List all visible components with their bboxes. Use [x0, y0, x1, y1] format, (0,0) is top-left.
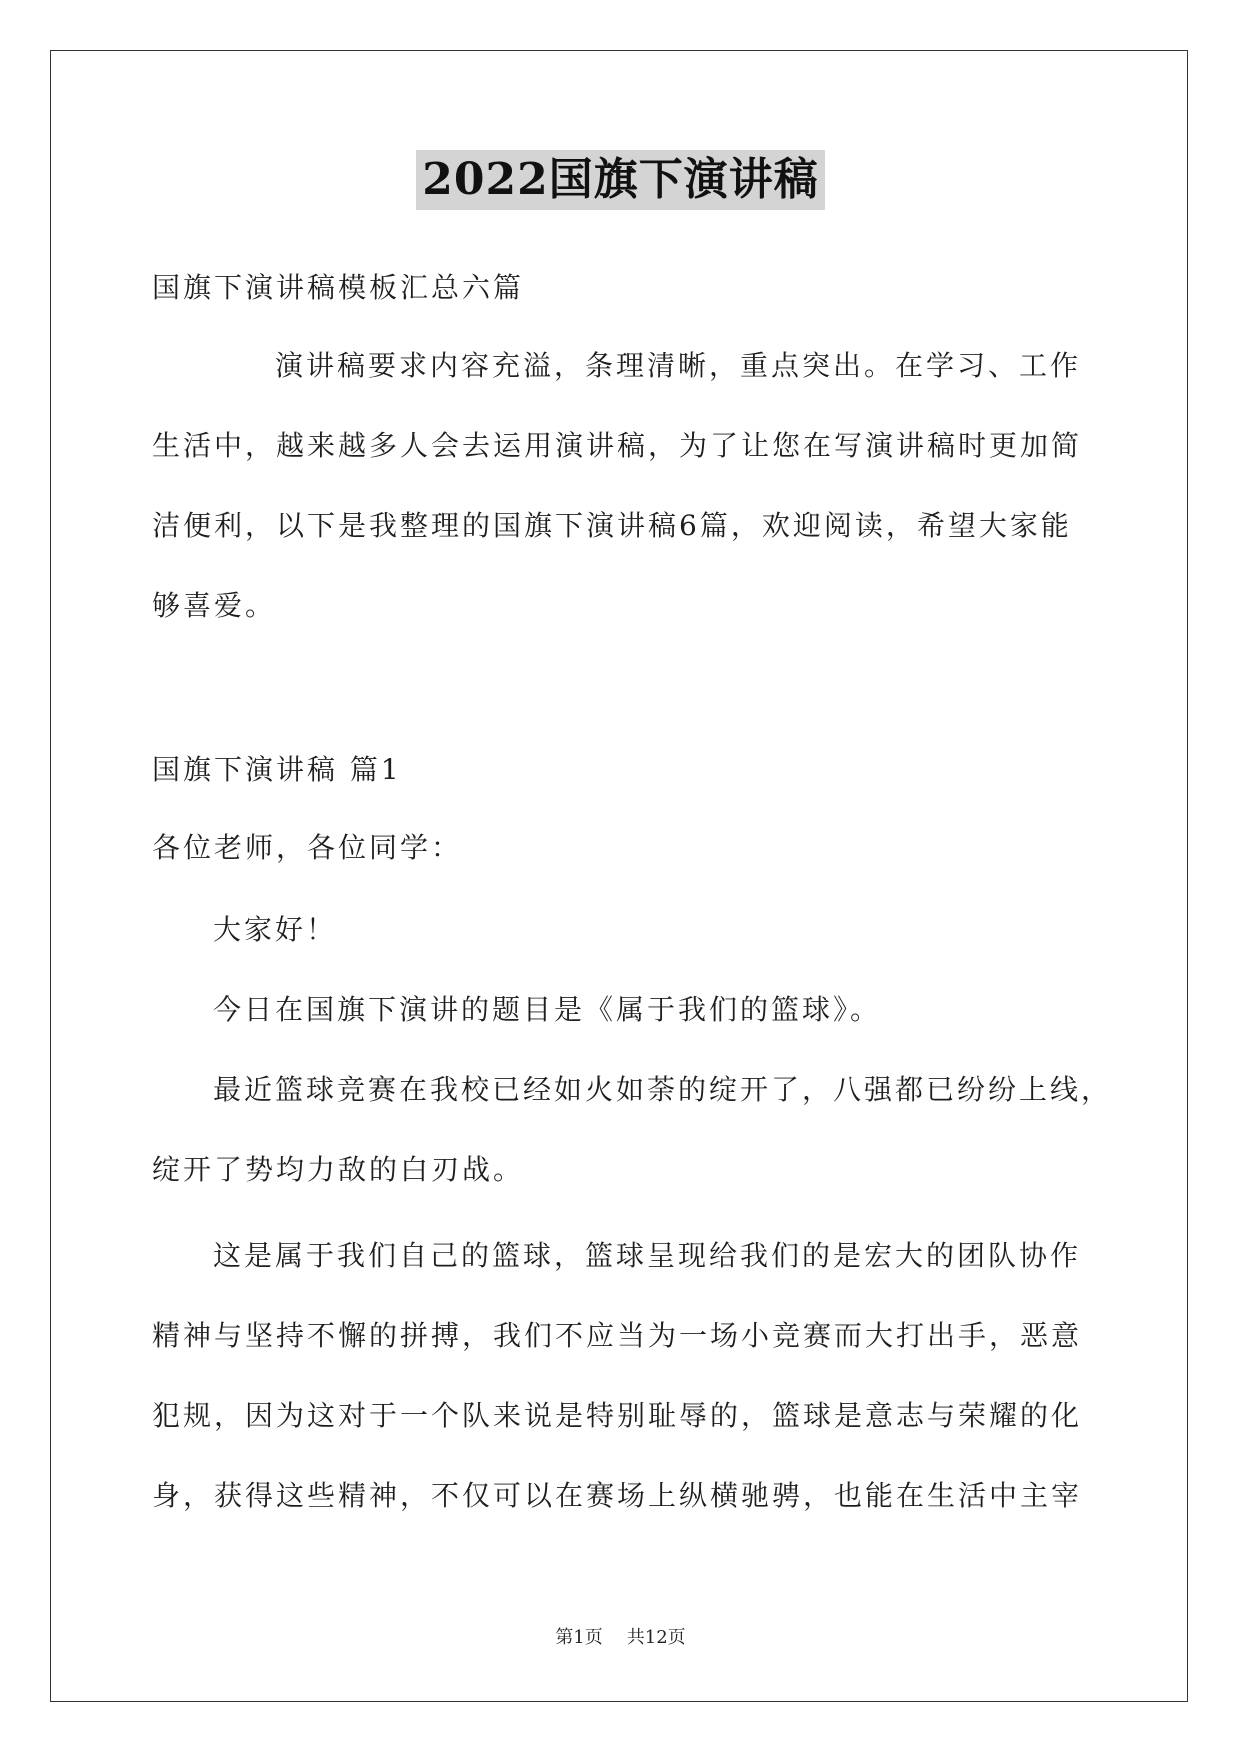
greeting: 大家好！ — [213, 913, 338, 946]
body-line-7: 身，获得这些精神，不仅可以在赛场上纵横驰骋，也能在生活中主宰 — [152, 1479, 1083, 1512]
body-line-5: 精神与坚持不懈的拼搏，我们不应当为一场小竞赛而大打出手，恶意 — [152, 1319, 1083, 1352]
body-line-1: 今日在国旗下演讲的题目是《属于我们的篮球》。 — [213, 993, 882, 1026]
title-container — [0, 150, 1241, 210]
body-line-3: 绽开了势均力敌的白刃战。 — [152, 1153, 525, 1186]
intro-line-1: 演讲稿要求内容充溢，条理清晰，重点突出。在学习、工作 — [275, 349, 1082, 382]
document-title: 2022国旗下演讲稿 — [416, 150, 824, 210]
page-number: 第1页 — [555, 1627, 603, 1648]
subtitle: 国旗下演讲稿模板汇总六篇 — [152, 271, 525, 304]
body-line-6: 犯规，因为这对于一个队来说是特别耻辱的，篮球是意志与荣耀的化 — [152, 1399, 1083, 1432]
body-line-4: 这是属于我们自己的篮球，篮球呈现给我们的是宏大的团队协作 — [213, 1239, 1082, 1272]
page-footer — [0, 1626, 1241, 1650]
intro-line-2: 生活中，越来越多人会去运用演讲稿，为了让您在写演讲稿时更加简 — [152, 429, 1083, 462]
intro-line-4: 够喜爱。 — [152, 589, 277, 622]
section-heading: 国旗下演讲稿 篇1 — [152, 753, 402, 786]
body-line-2: 最近篮球竞赛在我校已经如火如荼的绽开了，八强都已纷纷上线， — [213, 1073, 1113, 1106]
salutation: 各位老师，各位同学： — [152, 831, 463, 864]
intro-line-3: 洁便利，以下是我整理的国旗下演讲稿6篇，欢迎阅读，希望大家能 — [152, 509, 1072, 542]
page-total: 共12页 — [626, 1627, 686, 1648]
